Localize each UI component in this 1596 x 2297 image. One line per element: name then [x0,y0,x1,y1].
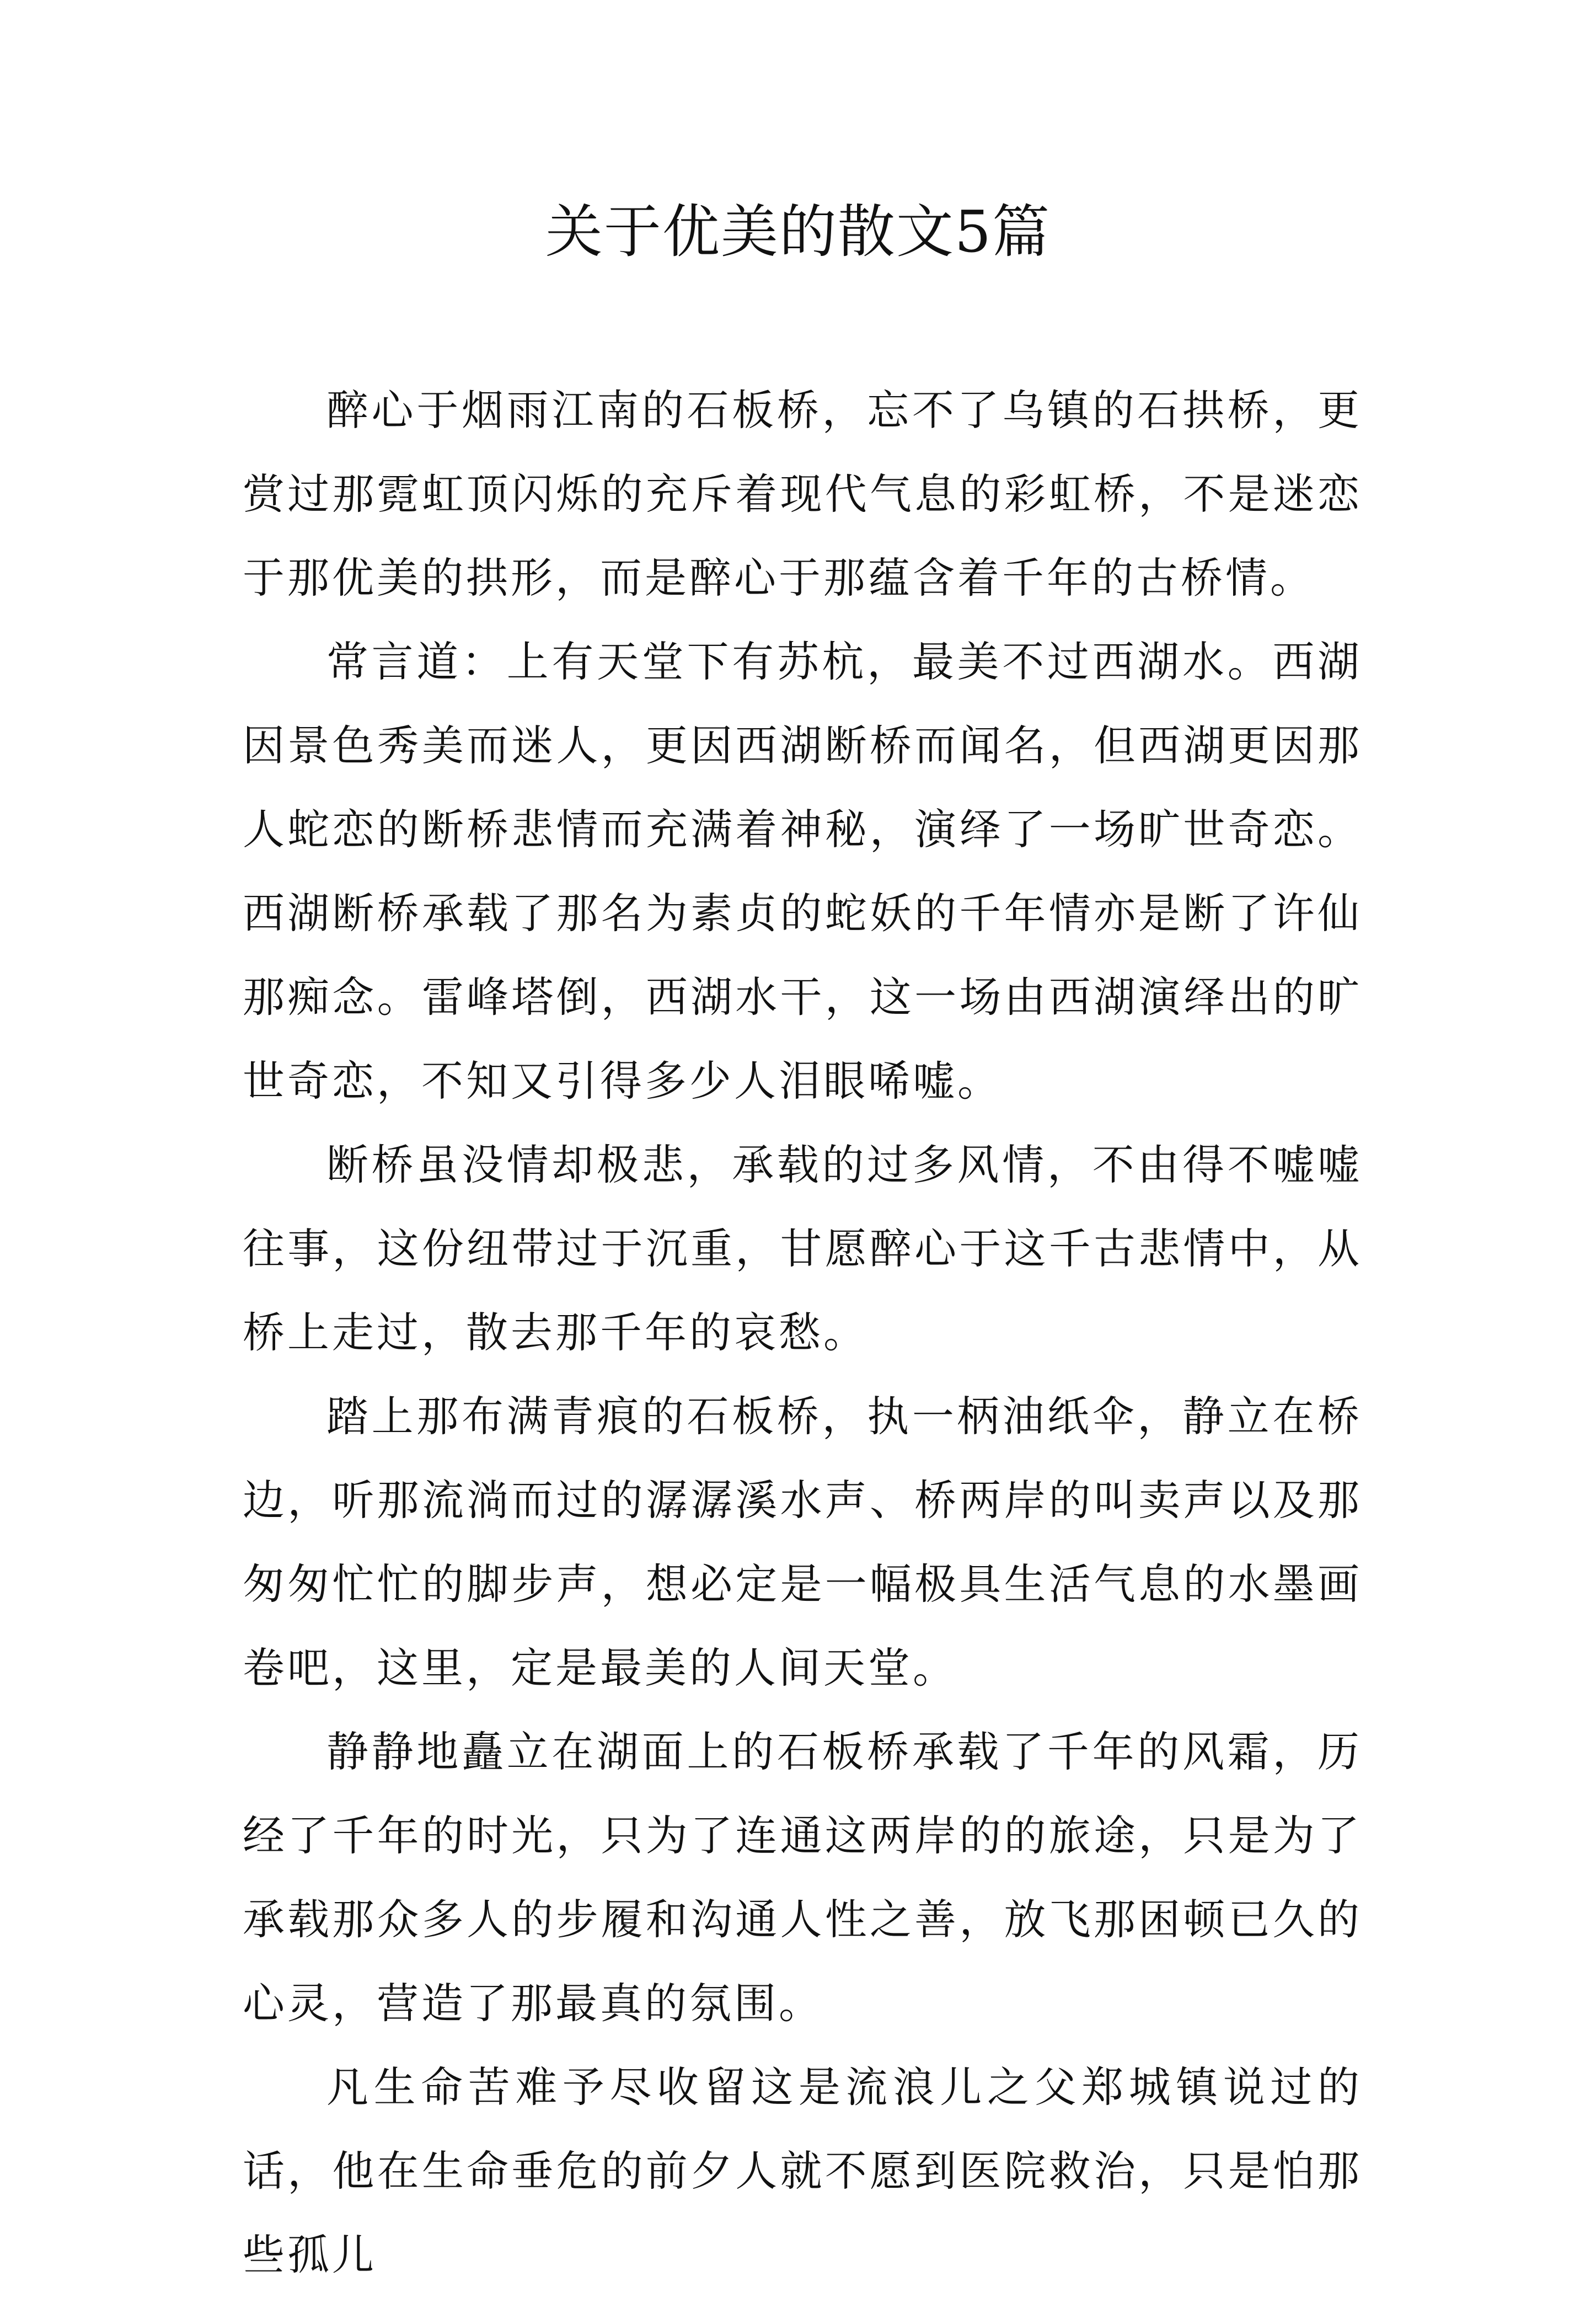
document-title: 关于优美的散文5篇 [545,198,1051,265]
paragraph: 凡生命苦难予尽收留这是流浪儿之父郑城镇说过的话，他在生命垂危的前夕人就不愿到医院救治，只是怕那些孤儿 [243,2063,1362,2279]
paragraph: 常言道：上有天堂下有苏杭，最美不过西湖水。西湖因景色秀美而迷人，更因西湖断桥而闻名，但西湖更因那人蛇恋的断桥悲情而充满着神秘，演绎了一场旷世奇恋。西湖断桥承载了那名为素贞的蛇妖的千年情亦是断了许仙那痴念。雷峰塔倒，西湖水干，这一场由西湖演绎出的旷世奇恋，不知又引得多少人泪眼唏嘘。 [243,637,1362,1105]
paragraph: 断桥虽没情却极悲，承载的过多风情，不由得不嘘嘘往事，这份纽带过于沉重，甘愿醉心于这千古悲情中，从桥上走过，散去那千年的哀愁。 [243,1140,1362,1357]
paragraph: 踏上那布满青痕的石板桥，执一柄油纸伞，静立在桥边，听那流淌而过的潺潺溪水声、桥两岸的叫卖声以及那匆匆忙忙的脚步声，想必定是一幅极具生活气息的水墨画卷吧，这里，定是最美的人间天堂。 [243,1392,1362,1692]
document-body [243,368,1362,2297]
paragraph: 静静地矗立在湖面上的石板桥承载了千年的风霜，历经了千年的时光，只为了连通这两岸的的旅途，只是为了承载那众多人的步履和沟通人性之善，放飞那困顿已久的心灵，营造了那最真的氛围。 [243,1727,1362,2028]
paragraph: 醉心于烟雨江南的石板桥，忘不了乌镇的石拱桥，更赏过那霓虹顶闪烁的充斥着现代气息的彩虹桥，不是迷恋于那优美的拱形，而是醉心于那蕴含着千年的古桥情。 [243,386,1362,602]
